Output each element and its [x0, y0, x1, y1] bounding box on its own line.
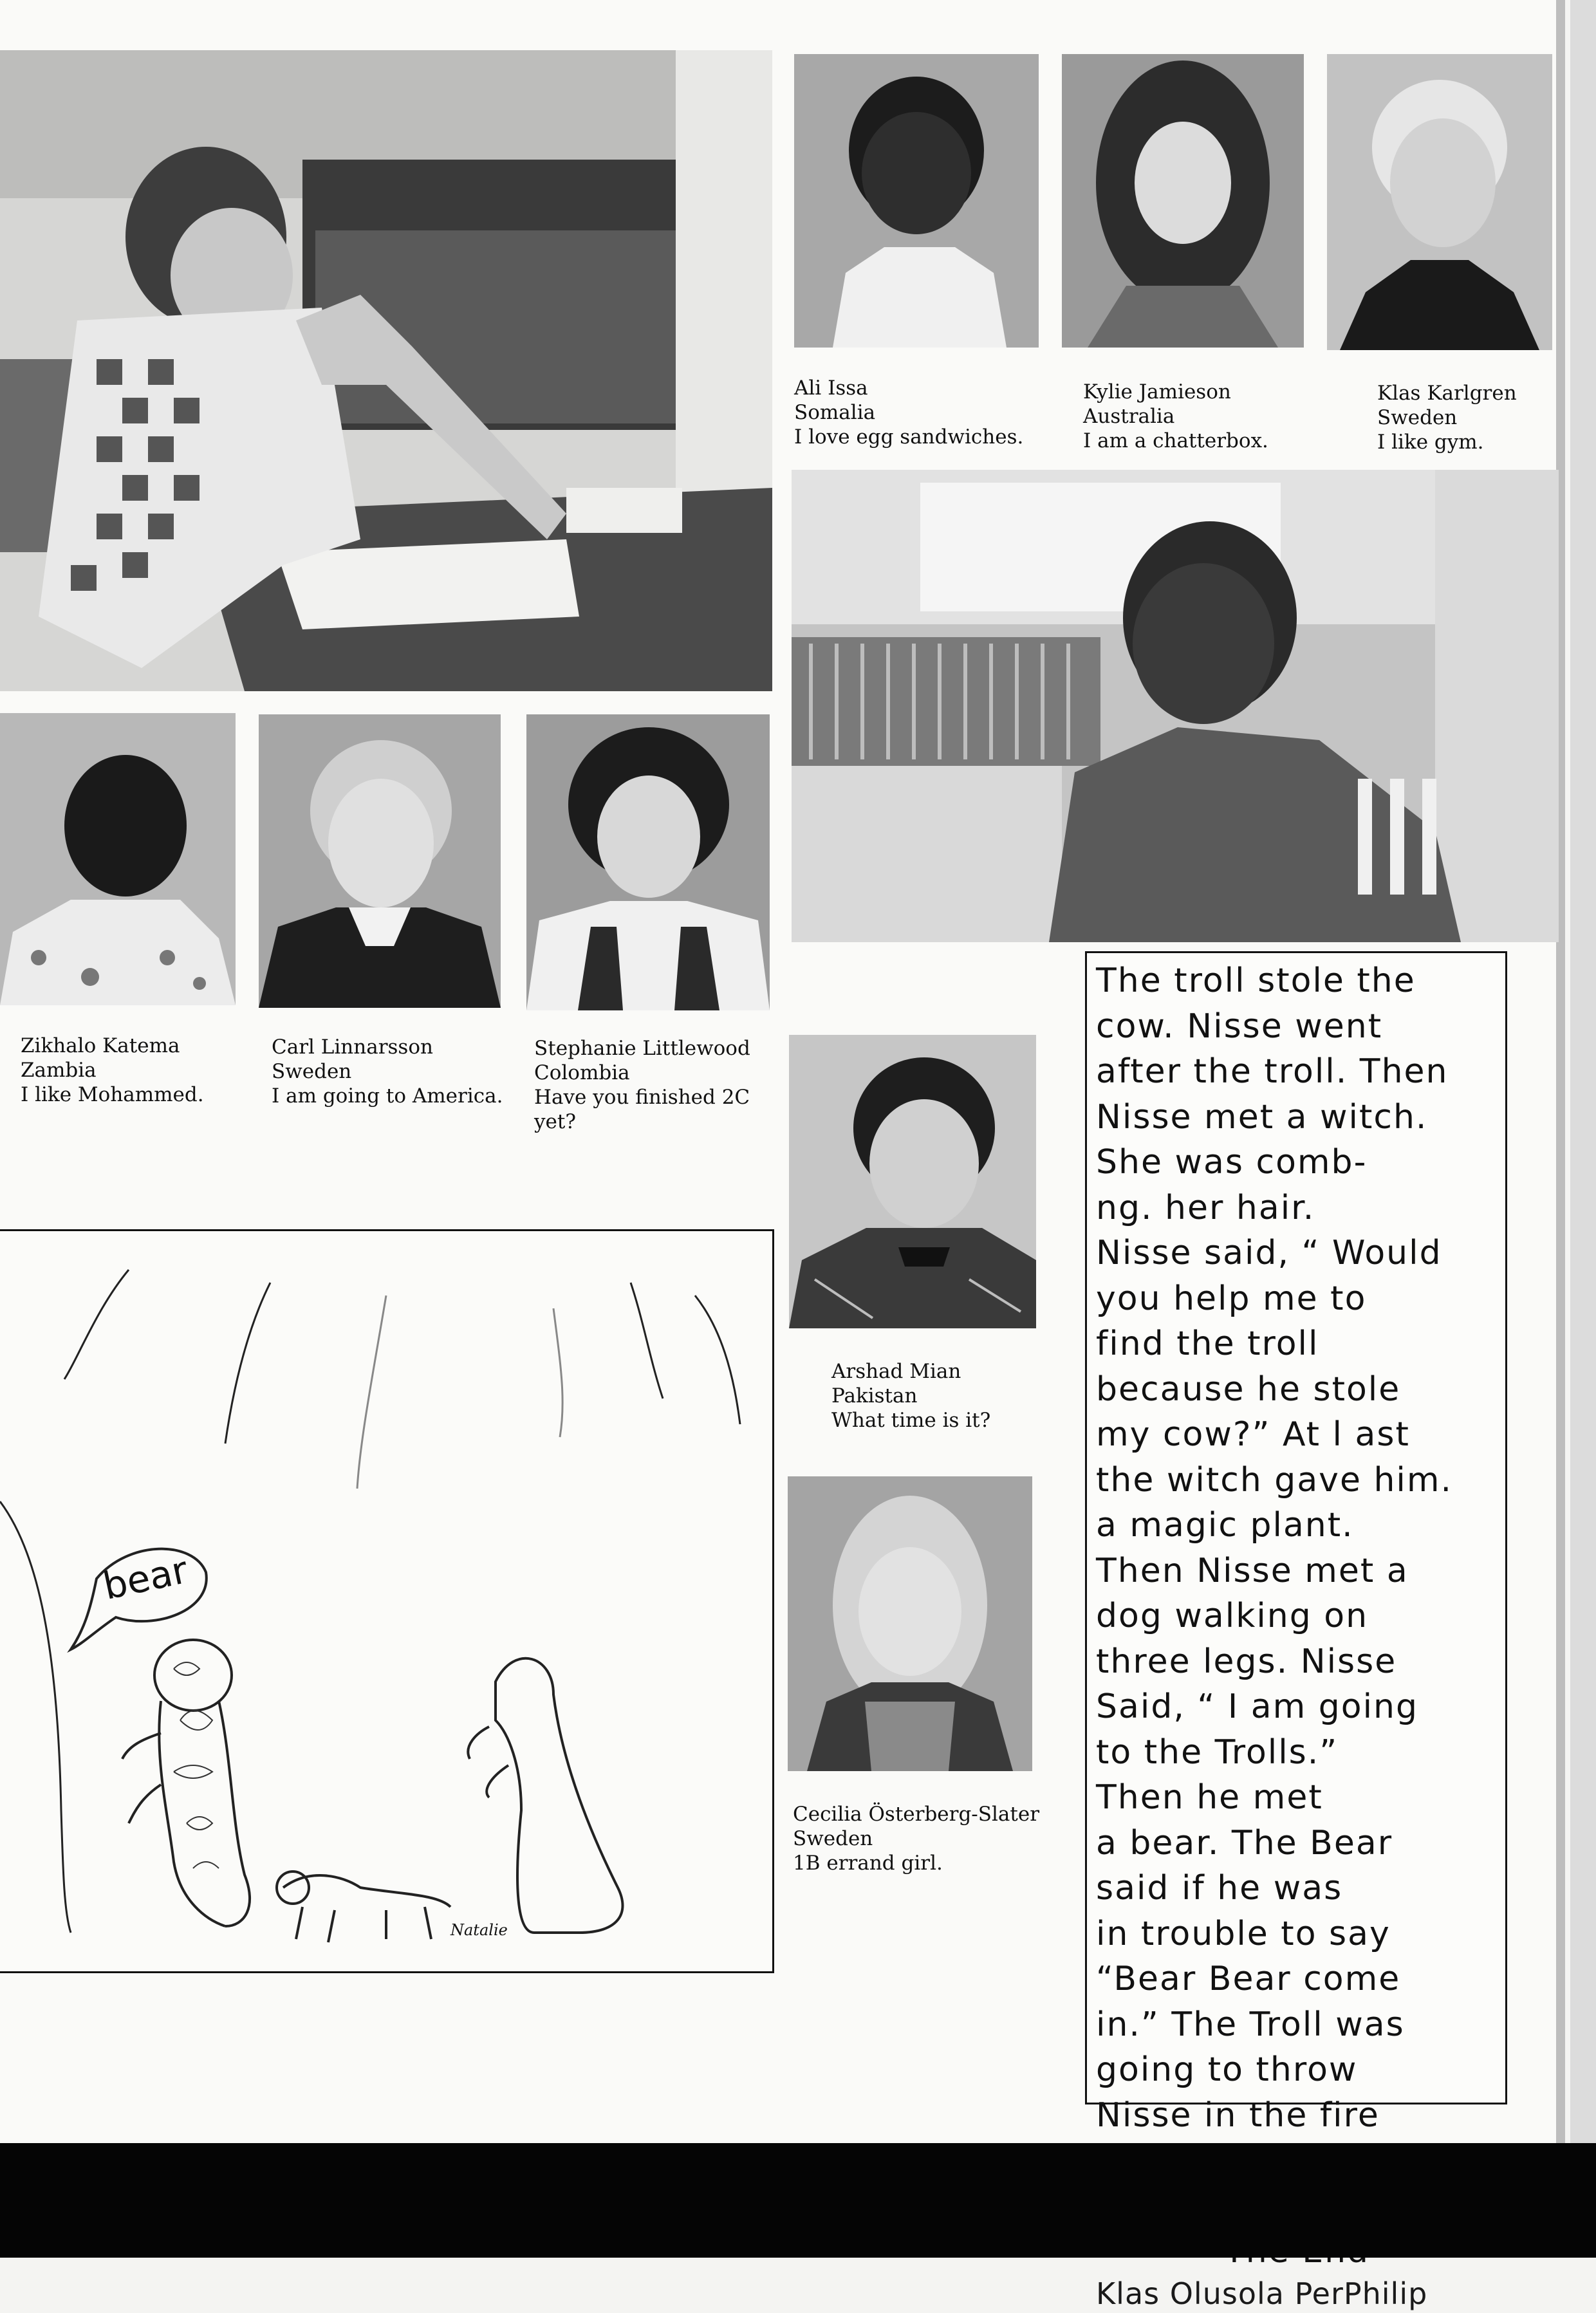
profile-country: Sweden	[1377, 406, 1458, 429]
story-line: find the troll	[1096, 1324, 1319, 1363]
story-line: because he stole	[1096, 1370, 1401, 1409]
portrait-stephanie-littlewood	[526, 714, 770, 1010]
caption-ali-issa	[794, 376, 1023, 449]
profile-quote: I am a chatterbox.	[1083, 429, 1268, 452]
page-edge-shadow	[1556, 0, 1565, 2143]
profile-name: Kylie Jamieson	[1083, 380, 1231, 404]
profile-name: Arshad Mian	[831, 1360, 961, 1383]
classroom-photo-boy-at-desk	[0, 50, 772, 691]
profile-name: Cecilia Österberg-Slater	[793, 1803, 1040, 1826]
story-line: to the Trolls.”	[1096, 1732, 1339, 1772]
story-line: ng. her hair.	[1096, 1188, 1315, 1227]
portrait-cecilia-osterberg-slater	[788, 1476, 1032, 1771]
story-line: The troll stole the	[1096, 961, 1416, 1000]
story-line: said if he was	[1096, 1869, 1343, 1908]
portrait-carl-linnarsson	[259, 714, 501, 1008]
caption-stephanie-littlewood	[534, 1036, 779, 1134]
profile-country: Sweden	[793, 1827, 873, 1850]
portrait-klas-karlgren	[1327, 54, 1552, 350]
story-line: Said, “ I am going	[1096, 1687, 1419, 1726]
profile-country: Colombia	[534, 1061, 630, 1084]
caption-carl-linnarsson	[272, 1035, 503, 1108]
story-line: my cow?” At l ast	[1096, 1415, 1410, 1454]
profile-name: Klas Karlgren	[1377, 382, 1517, 405]
portrait-kylie-jamieson	[1062, 54, 1304, 348]
scan-bottom-border	[0, 2143, 1596, 2258]
profile-country: Sweden	[272, 1060, 352, 1083]
caption-kylie-jamieson	[1083, 380, 1268, 453]
profile-name: Stephanie Littlewood	[534, 1037, 750, 1060]
profile-quote: What time is it?	[831, 1409, 991, 1432]
profile-quote: I am going to America.	[272, 1084, 503, 1108]
story-line: She was comb-	[1096, 1143, 1368, 1182]
profile-quote: Have you finished 2C yet?	[534, 1086, 750, 1133]
story-line: Nisse said, “ Would	[1096, 1234, 1442, 1272]
page-edge-margin	[1570, 0, 1596, 2143]
portrait-ali-issa	[794, 54, 1039, 348]
story-line: in trouble to say	[1096, 1914, 1391, 1953]
story-line: after the troll. Then	[1096, 1052, 1449, 1091]
handwritten-story	[1085, 951, 1507, 2311]
story-line: “Bear Bear come	[1096, 1960, 1401, 1998]
story-line: in.” The Troll was	[1096, 2005, 1405, 2044]
caption-arshad-mian	[831, 1359, 990, 1433]
story-line: a magic plant.	[1096, 1506, 1354, 1545]
drawing-signature: Natalie	[450, 1921, 508, 1939]
story-line: a bear. The Bear	[1096, 1823, 1393, 1862]
profile-country: Somalia	[794, 401, 876, 424]
caption-klas-karlgren	[1377, 381, 1517, 454]
story-line: three legs. Nisse	[1096, 1642, 1397, 1681]
profile-name: Zikhalo Katema	[21, 1034, 180, 1057]
profile-quote: I like Mohammed.	[21, 1083, 204, 1106]
story-line: the witch gave him.	[1096, 1460, 1453, 1500]
story-line: Nisse met a witch.	[1096, 1097, 1428, 1137]
story-line: you help me to	[1096, 1279, 1367, 1318]
profile-name: Ali Issa	[794, 376, 868, 400]
profile-quote: 1B errand girl.	[793, 1852, 943, 1875]
profile-quote: I love egg sandwiches.	[794, 425, 1024, 449]
portrait-arshad-mian	[789, 1035, 1036, 1328]
story-line: Then Nisse met a	[1096, 1551, 1409, 1590]
story-line: dog walking on	[1096, 1597, 1369, 1635]
profile-quote: I like gym.	[1377, 431, 1484, 454]
portrait-zikhalo-katema	[0, 713, 236, 1005]
speech-bubble-text: bear	[99, 1548, 192, 1608]
profile-country: Pakistan	[831, 1384, 918, 1407]
story-line: cow. Nisse went	[1096, 1007, 1383, 1046]
caption-zikhalo-katema	[21, 1034, 204, 1107]
profile-country: Zambia	[21, 1059, 97, 1082]
profile-name: Carl Linnarsson	[272, 1036, 433, 1059]
story-line: Then he met	[1096, 1778, 1323, 1817]
story-authors: Klas Olusola PerPhilip	[1096, 2276, 1428, 2311]
child-drawing-bear-dog-troll	[0, 1229, 774, 1973]
story-line: going to throw	[1096, 2050, 1358, 2089]
profile-country: Australia	[1083, 405, 1175, 428]
classroom-photo-boy-by-window	[792, 470, 1559, 942]
caption-cecilia-osterberg-slater	[793, 1802, 1039, 1875]
story-line: Nisse in the fire	[1096, 2095, 1380, 2135]
